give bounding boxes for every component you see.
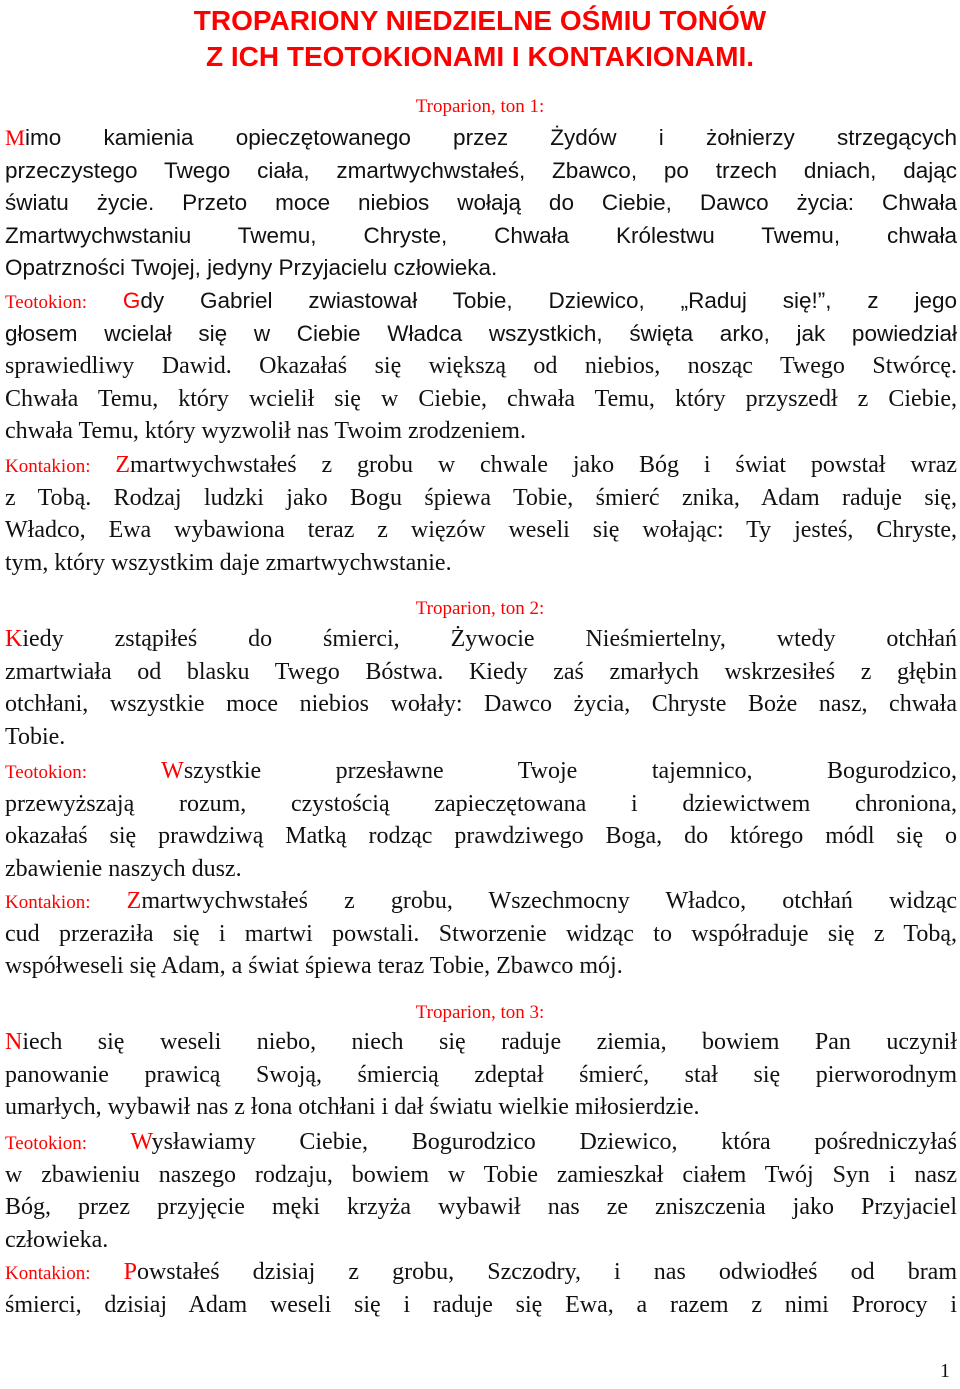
tone-2-heading: Troparion, ton 2: — [415, 598, 545, 619]
text-line: światu życie. Przeto moce niebios wołają do Ciebie, Dawco życia: Chwała — [5, 190, 957, 215]
text-line: panowanie prawicą Swoją, śmiercią zdeptał śmierć, stał się pierworodnym — [5, 1061, 957, 1088]
page-number: 1 — [940, 1360, 950, 1382]
text-line: Niech się weseli niebo, niech się raduje ziemia, bowiem Pan uczynił — [5, 1029, 957, 1055]
initial-letter: Z — [126, 888, 142, 914]
text-line: Opatrzności Twojej, jedyny Przyjacielu człowieka. — [5, 255, 498, 280]
initial-letter: P — [123, 1259, 137, 1285]
tone-1-troparion — [5, 122, 957, 285]
initial-letter: W — [130, 1129, 152, 1155]
initial-letter: W — [161, 758, 184, 784]
text-line: chwała Temu, który wyzwolił nas Twoim zrodzeniem. — [5, 418, 526, 444]
initial-letter: M — [5, 125, 26, 150]
teotokion-label: Teotokion: — [5, 762, 88, 783]
text-line: głosem wcielał się w Ciebie Władca wszystkich, święta arko, jak powiedział — [5, 320, 957, 346]
kontakion-label: Kontakion: — [5, 892, 91, 913]
text-line: okazałaś się prawdziwą Matką rodząc prawdziwego Boga, do którego módl się o — [5, 823, 957, 849]
text-line: człowieka. — [5, 1226, 109, 1253]
text-line: Mimo kamienia opieczętowanego przez Żydów i żołnierzy strzegących — [5, 125, 957, 150]
text-line: cud przeraziła się i martwi powstali. Stworzenie widząc to współraduje się z Tobą, — [5, 920, 957, 947]
text-line: śmierci, dzisiaj Adam weseli się i raduje się Ewa, a razem z nimi Prorocy i — [5, 1291, 957, 1318]
text-line: Teotokion: Gdy Gabriel zwiastował Tobie, Dziewico, „Raduj się!”, z jego — [5, 288, 957, 313]
initial-letter: G — [122, 288, 141, 313]
text-line: Bóg, przez przyjęcie męki krzyża wybawił nas ze zniszczenia jako Przyjaciel — [5, 1194, 957, 1220]
tone-2-kontakion — [5, 885, 957, 983]
text-line: przewyższają rozum, czystością zapieczętowana i dziewictwem chroniona, — [5, 790, 957, 817]
text-line: Kiedy zstąpiłeś do śmierci, Żywocie Nieśmiertelny, wtedy otchłań — [5, 626, 957, 652]
initial-letter: K — [5, 626, 23, 652]
text-line: otchłani, wszystkie moce niebios wołały: Dawco życia, Chryste Boże nasz, chwała — [5, 691, 957, 717]
text-line: Teotokion: Wysławiamy Ciebie, Bogurodzico Dziewico, która pośredniczyłaś — [5, 1129, 957, 1155]
tone-3-troparion — [5, 1026, 957, 1124]
text-line: zmartwiała od blasku Twego Bóstwa. Kiedy zaś zmarłych wskrzesiłeś z głębin — [5, 658, 957, 685]
tone-3-teotokion — [5, 1126, 957, 1256]
tone-3-kontakion — [5, 1256, 957, 1321]
tone-1-teotokion — [5, 285, 957, 448]
text-line: Chwała Temu, który wcielił się w Ciebie, chwała Temu, który przyszedł z Ciebie, — [5, 385, 957, 412]
text-line: Tobie. — [5, 723, 66, 750]
text-line: w zbawieniu naszego rodzaju, bowiem w Tobie zamieszkał ciałem Twój Syn i nasz — [5, 1161, 957, 1188]
text-line: Zmartwychwstaniu Twemu, Chryste, Chwała Królestwu Twemu, chwała — [5, 222, 957, 248]
initial-letter: Z — [115, 452, 131, 478]
kontakion-label: Kontakion: — [5, 456, 91, 477]
text-line: Władco, Ewa wybawiona teraz z więzów weseli się wołając: Ty jesteś, Chryste, — [5, 517, 957, 543]
tone-2-troparion — [5, 623, 957, 753]
text-line: Kontakion: Zmartwychwstałeś z grobu w chwale jako Bóg i świat powstał wraz — [5, 452, 958, 478]
text-line: przeczystego Twego ciała, zmartwychwstałeś, Zbawco, po trzech dniach, dając — [5, 157, 957, 183]
text-line: współweseli się Adam, a świat śpiewa teraz Tobie, Zbawco mój. — [5, 953, 623, 979]
tone-1-heading: Troparion, ton 1: — [415, 96, 545, 117]
teotokion-label: Teotokion: — [5, 292, 88, 313]
text-line: zbawienie naszych dusz. — [5, 855, 242, 882]
text-line: umarłych, wybawił nas z łona otchłani i dał światu wielkie miłosierdzie. — [5, 1094, 700, 1120]
initial-letter: N — [5, 1029, 23, 1055]
text-line: Kontakion: Zmartwychwstałeś z grobu, Wszechmocny Władco, otchłań widząc — [5, 888, 958, 914]
tone-3-heading: Troparion, ton 3: — [415, 1002, 545, 1023]
text-line: sprawiedliwy Dawid. Okazałaś się większą od niebios, nosząc Twego Stwórcę. — [5, 353, 957, 379]
text-line: Kontakion: Powstałeś dzisiaj z grobu, Szczodry, i nas odwiodłeś od bram — [5, 1259, 958, 1285]
text-line: tym, który wszystkim daje zmartwychwstanie. — [5, 549, 452, 576]
text-line: z Tobą. Rodzaj ludzki jako Bogu śpiewa Tobie, śmierć znika, Adam raduje się, — [5, 484, 957, 511]
tone-2-teotokion — [5, 755, 957, 885]
text-line: Teotokion: Wszystkie przesławne Twoje tajemnico, Bogurodzico, — [5, 758, 957, 784]
page-title-line-2: Z ICH TEOTOKIONAMI I KONTAKIONAMI. — [205, 41, 755, 72]
kontakion-label: Kontakion: — [5, 1263, 91, 1284]
page-title-line-1: TROPARIONY NIEDZIELNE OŚMIU TONÓW — [193, 5, 767, 36]
teotokion-label: Teotokion: — [5, 1133, 88, 1154]
tone-1-kontakion — [5, 449, 957, 579]
